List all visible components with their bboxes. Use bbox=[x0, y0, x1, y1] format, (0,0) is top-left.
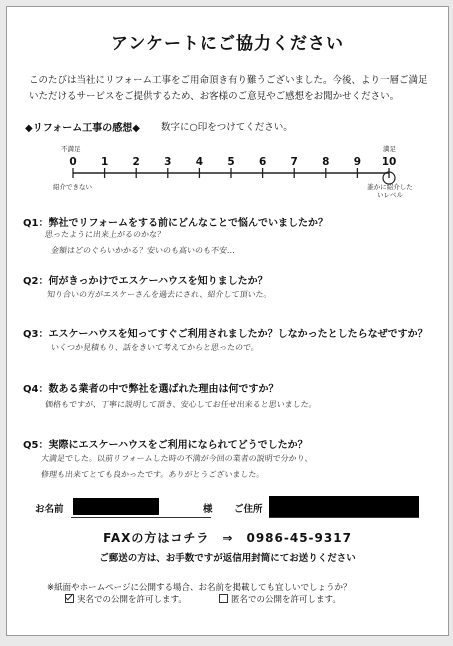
scale-number-0[interactable]: 0 bbox=[69, 156, 77, 168]
answer-1-line-2: 金額はどのぐらいかかる？安いのも高いのも不安… bbox=[50, 246, 236, 255]
rating-scale bbox=[47, 145, 417, 199]
fax-number: FAXの方はコチラ ⇒ 0986-45-9317 bbox=[103, 531, 352, 545]
address-underline bbox=[269, 517, 419, 518]
anonymous-checkbox[interactable] bbox=[219, 594, 228, 603]
survey-sheet bbox=[6, 6, 449, 636]
scale-number-4[interactable]: 4 bbox=[195, 156, 204, 168]
section-title: ◆リフォーム工事の感想◆ bbox=[25, 123, 140, 134]
name-underline bbox=[71, 517, 211, 518]
option-anonymous[interactable] bbox=[219, 593, 341, 605]
scale-number-6[interactable]: 6 bbox=[258, 156, 267, 168]
question-4: Q4：数ある業者の中で弊社を選ばれた理由は何ですか？ bbox=[23, 384, 279, 395]
answer-5-line-2: 修理も出来てとても良かったです。ありがとうございました。 bbox=[40, 470, 265, 479]
answer-4-line-1: 価格もですが、丁寧に説明して頂き、安心してお任せ出来ると思いました。 bbox=[44, 400, 318, 409]
scale-number-2[interactable]: 2 bbox=[132, 156, 140, 168]
name-honorific: 様 bbox=[203, 504, 213, 515]
scale-right-label: 満足 bbox=[383, 145, 396, 153]
mail-instruction: ご郵送の方は、お手数ですが返信用封筒にてお送りください bbox=[99, 553, 356, 564]
question-1: Q1：弊社でリフォームをする前にどんなことで悩んでいましたか？ bbox=[23, 218, 328, 229]
scale-left-label: 不満足 bbox=[61, 145, 81, 153]
scale-left-sublabel: 紹介できない bbox=[53, 183, 92, 191]
scale-number-7[interactable]: 7 bbox=[290, 156, 298, 168]
scale-number-1[interactable]: 1 bbox=[100, 156, 109, 168]
scale-number-5[interactable]: 5 bbox=[227, 156, 235, 168]
address-redaction bbox=[269, 496, 419, 517]
option-anon-label: 匿名での公開を許可します。 bbox=[231, 595, 341, 605]
name-redaction bbox=[73, 498, 159, 515]
page-title: アンケートにご協力ください bbox=[111, 34, 344, 54]
answer-3-line-1: いくつか見積もり、話をきいて考えてからと思ったので。 bbox=[50, 343, 260, 352]
option-real-name[interactable] bbox=[65, 593, 187, 605]
scale-number-3[interactable]: 3 bbox=[164, 156, 172, 168]
publish-question: ※紙面やホームページに公開する場合、お名前を掲載しても宜しいでしょうか？ bbox=[47, 583, 352, 593]
question-2: Q2：何がきっかけでエスケーハウスを知りましたか？ bbox=[23, 276, 268, 287]
name-label: お名前 bbox=[35, 504, 64, 515]
address-label: ご住所 bbox=[234, 504, 263, 515]
answer-2-line-1: 知り合いの方がエスケーさんを過去にされ、紹介して頂いた。 bbox=[46, 290, 272, 299]
scale-number-8[interactable]: 8 bbox=[322, 156, 330, 168]
scale-number-9[interactable]: 9 bbox=[353, 156, 362, 168]
answer-5-line-1: 大満足でした。以前リフォームした時の不満が今回の業者の説明で分かり、 bbox=[40, 454, 314, 463]
question-5: Q5：実際にエスケーハウスをご利用になられてどうでしたか？ bbox=[23, 440, 308, 451]
real-name-checkbox[interactable] bbox=[65, 594, 74, 603]
intro-text: このたびは当社にリフォーム工事をご用命頂き有り難うございました。今後、より一層ご満足いただけるサービスをご提供するため、お客様のご意見やご感想をお聞かせください。 bbox=[29, 75, 428, 102]
scale-number-10[interactable]: 10 bbox=[381, 156, 397, 168]
section-note: 数字に○印をつけてください。 bbox=[161, 122, 293, 133]
answer-1-line-1: 思ったように出来上がるのかな？ bbox=[44, 230, 166, 239]
question-3: Q3：エスケーハウスを知ってすぐご利用されましたか？しなかったとしたらなぜですか？ bbox=[23, 329, 428, 340]
option-real-label: 実名での公開を許可します。 bbox=[77, 595, 187, 605]
scale-right-sublabel: 誰かに紹介したいレベル bbox=[367, 183, 413, 199]
scale-line bbox=[47, 145, 417, 195]
